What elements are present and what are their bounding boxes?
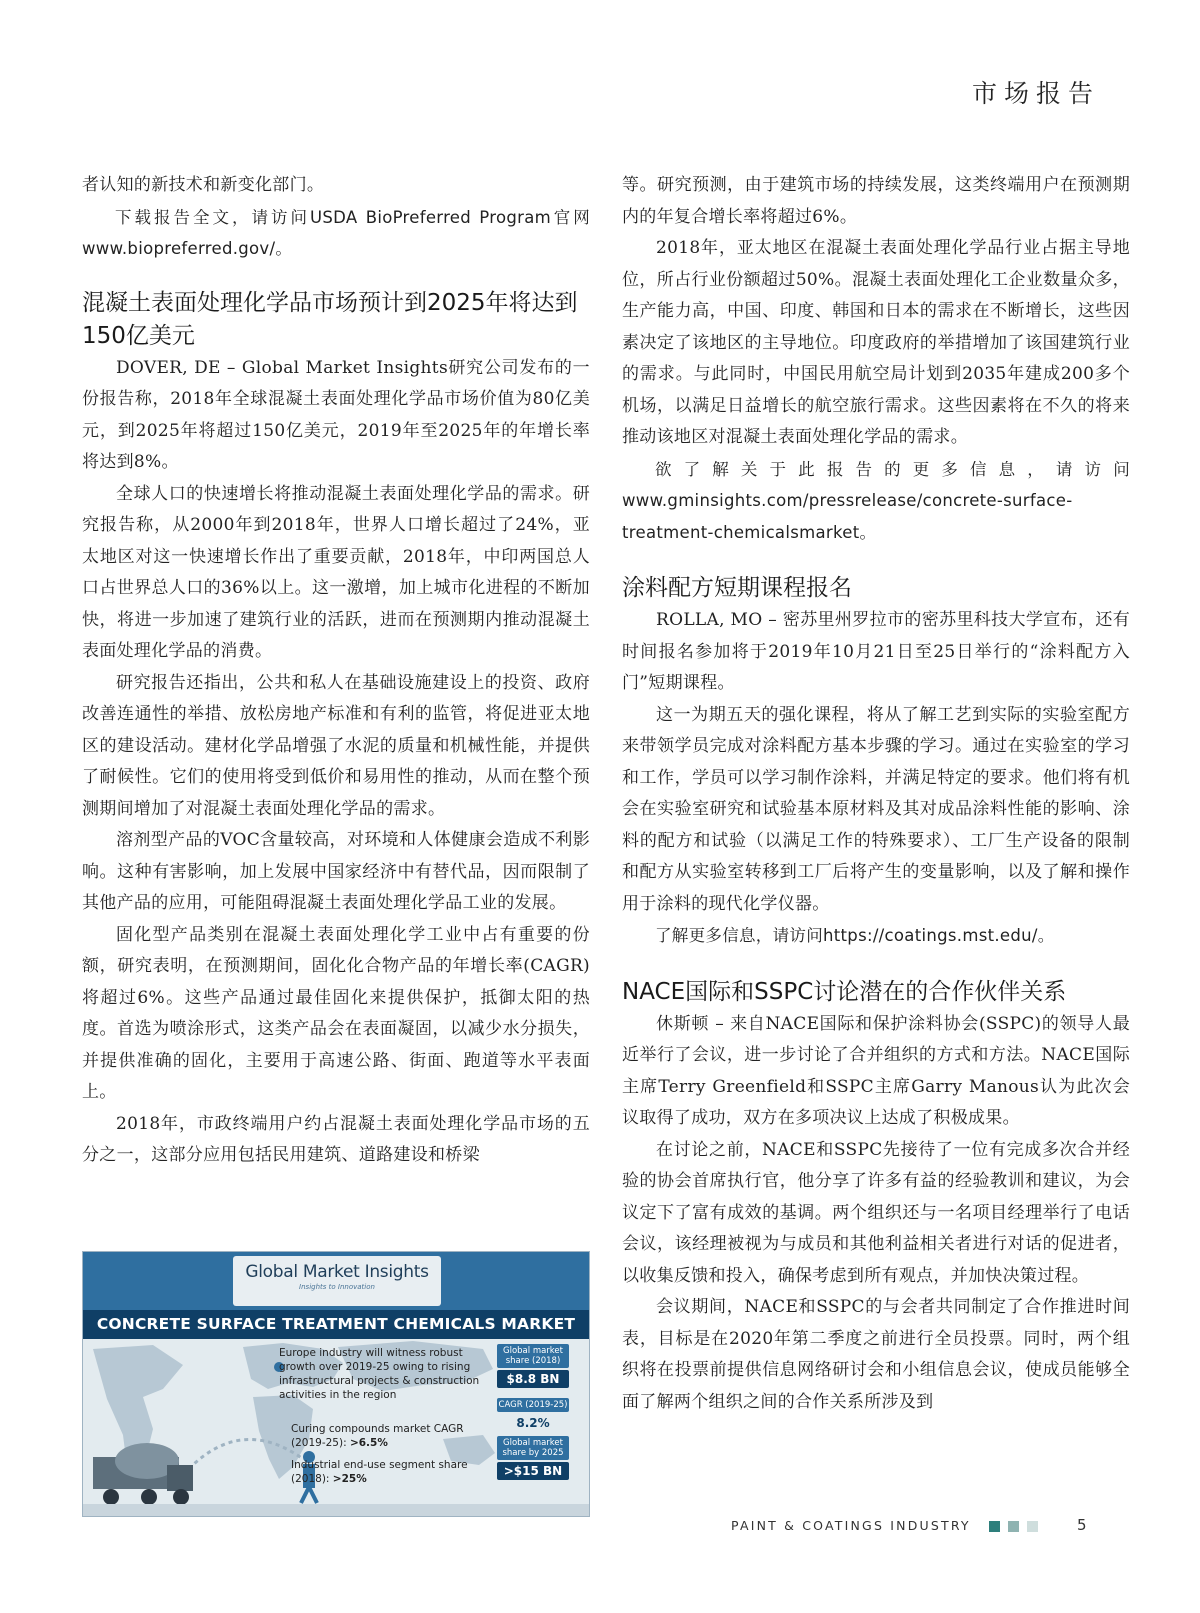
paragraph: 在讨论之前，NACE和SSPC先接待了一位有完成多次合并经验的协会首席执行官，他分享了许多有益的经验教训和建议，为会议定下了富有成效的基调。两个组织还与一名项目经理举行了电话会议，该经理被视为与成员和其他利益相关者进行对话的促进者，以收集反馈和投入，确保考虑到所有观点，并加快决策过程。 [622,1139,1130,1286]
right-column [622,170,1130,1418]
stat-label-2018-share: Global market share (2018) [497,1344,569,1368]
paragraph-more-info-mst: 了解更多信息，请访问https://coatings.mst.edu/。 [655,926,1055,945]
curing-cagr-note [291,1422,487,1450]
article-heading-nace-sspc: NACE国际和SSPC讨论潜在的合作伙伴关系 [622,978,1067,1005]
section-label: 市场报告 [971,79,1100,108]
gmi-logo [233,1256,441,1306]
paragraph: 者认知的新技术和新变化部门。 [82,175,325,195]
infographic-logo-bar [83,1252,589,1310]
paragraph: 会议期间，NACE和SSPC的与会者共同制定了合作推进时间表，目标是在2020年第二季度之前进行全员投票。同时，两个组织将在投票前提供信息网络研讨会和小组信息会议，使成员能够全面了解两个组织之间的合作关系所涉及到 [622,1297,1130,1412]
article-heading-concrete: 混凝土表面处理化学品市场预计到2025年将达到150亿美元 [82,289,578,349]
curing-cagr-label: Curing compounds market CAGR (2019-25): [291,1423,464,1449]
europe-growth-note: Europe industry will witness robust growth over 2019-25 owing to rising infrastructural projects & construction activities in the region [279,1347,480,1401]
stat-value-cagr: 8.2% [516,1416,550,1430]
curing-cagr-value: >6.5% [349,1437,388,1449]
page-number: 5 [1077,1516,1087,1534]
paragraph: 溶剂型产品的VOC含量较高，对环境和人体健康会造成不利影响。这种有害影响，加上发展中国家经济中有替代品，因而限制了其他产品的应用，可能阻碍混凝土表面处理化学品工业的发展。 [82,830,590,913]
industrial-share-label: Industrial end-use segment share (2018): [291,1459,468,1485]
footer-square [989,1521,1000,1532]
paragraph: DOVER, DE – Global Market Insights研究公司发布的一份报告称，2018年全球混凝土表面处理化学品市场价值为80亿美元，到2025年将超过150亿美元，2019年至2025年的年增长率将达到8%。 [82,357,590,472]
industrial-share-note [291,1458,496,1486]
paragraph: 全球人口的快速增长将推动混凝土表面处理化学品的需求。研究报告称，从2000年到2018年，世界人口增长超过了24%，亚太地区对这一快速增长作出了重要贡献，2018年，中印两国总人口占世界总人口的36%以上。这一激增，加上城市化进程的不断加快，将进一步加速了建筑行业的活跃，进而在预测期内推动混凝土表面处理化学品的消费。 [82,483,590,661]
paragraph: 等。研究预测，由于建筑市场的持续发展，这类终端用户在预测期内的年复合增长率将超过6%。 [622,175,1130,227]
infographic-title: CONCRETE SURFACE TREATMENT CHEMICALS MARKET [96,1315,576,1333]
infographic-title-bar [83,1310,589,1339]
paragraph: 2018年，市政终端用户约占混凝土表面处理化学品市场的五分之一，这部分应用包括民用建筑、道路建设和桥梁 [82,1113,590,1165]
paragraph-more-info-gmi: 欲了解关于此报告的更多信息，请访问www.gminsights.com/pressrelease/concrete-surface-treatment-chemicalsmarket。 [622,459,1130,542]
paragraph: 研究报告还指出，公共和私人在基础设施建设上的投资、政府改善连通性的举措、放松房地产标准和有利的监管，将促进亚太地区的建设活动。建材化学品增强了水泥的质量和机械性能，并提供了耐候性。它们的使用将受到低价和易用性的推动，从而在整个预测期间增加了对混凝土表面处理化学品的需求。 [82,672,590,819]
footer-square [1008,1521,1019,1532]
stat-value-2025-share: >$15 BN [497,1462,569,1480]
publication-name: PAINT & COATINGS INDUSTRY [731,1518,971,1533]
paragraph-download: 下载报告全文，请访问USDA BioPreferred Program官网www.biopreferred.gov/。 [82,207,590,258]
paragraph: 这一为期五天的强化课程，将从了解工艺到实际的实验室配方来带领学员完成对涂料配方基本步骤的学习。通过在实验室的学习和工作，学员可以学习制作涂料，并满足特定的要求。他们将有机会在实验室研究和试验基本原材料及其对成品涂料性能的影响、涂料的配方和试验（以满足工作的特殊要求）、工厂生产设备的限制和配方从实验室转移到工厂后将产生的变量影响，以及了解和操作用于涂料的现代化学仪器。 [622,704,1130,914]
paragraph: ROLLA, MO – 密苏里州罗拉市的密苏里科技大学宣布，还有时间报名参加将于2019年10月21日至25日举行的“涂料配方入门”短期课程。 [622,610,1130,693]
footer-square [1027,1521,1038,1532]
logo-tagline: Insights to Innovation [299,1283,375,1291]
logo-text: Global Market Insights [245,1262,429,1282]
paragraph: 休斯顿 – 来自NACE国际和保护涂料协会(SSPC)的领导人最近举行了会议，进一步讨论了合并组织的方式和方法。NACE国际主席Terry Greenfield和SSPC主席Garry Manous认为此次会议取得了成功，双方在多项决议上达成了积极成果。 [622,1013,1130,1128]
stat-label-cagr: CAGR (2019-25) [498,1400,568,1410]
stat-value-2018-share: $8.8 BN [497,1370,569,1388]
article-heading-course: 涂料配方短期课程报名 [622,575,852,601]
market-infographic [82,1251,590,1517]
paragraph: 2018年，亚太地区在混凝土表面处理化学品行业占据主导地位，所占行业份额超过50%。混凝土表面处理化工企业数量众多，生产能力高，中国、印度、韩国和日本的需求在不断增长，这些因素决定了该地区的主导地位。印度政府的举措增加了该国建筑行业的需求。与此同时，中国民用航空局计划到2035年建成200多个机场，以满足日益增长的航空旅行需求。这些因素将在不久的将来推动该地区对混凝土表面处理化学品的需求。 [622,238,1130,447]
paragraph: 固化型产品类别在混凝土表面处理化学工业中占有重要的份额，研究表明，在预测期间，固化化合物产品的年增长率(CAGR)将超过6%。这些产品通过最佳固化来提供保护，抵御太阳的热度。首选为喷涂形式，这类产品会在表面凝固，以减少水分损失，并提供准确的固化，主要用于高速公路、街面、跑道等水平表面上。 [82,924,590,1102]
left-column [82,170,590,1172]
stat-label-2025-share: Global market share by 2025 [497,1436,569,1460]
industrial-share-value: >25% [332,1473,367,1485]
